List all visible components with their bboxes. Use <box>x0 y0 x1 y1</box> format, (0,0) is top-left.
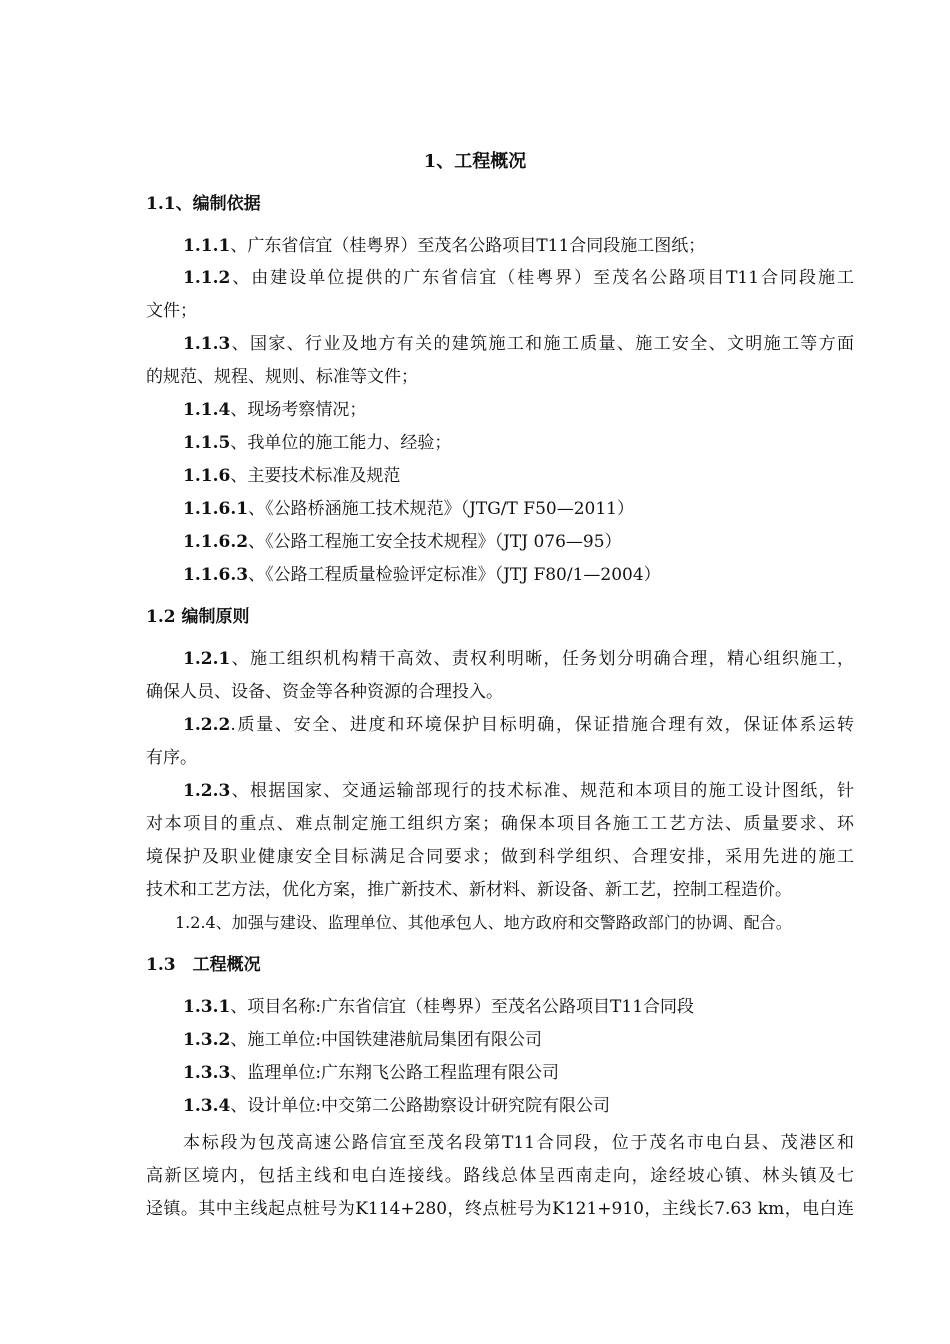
item-text: 、《公路工程施工安全技术规程》（JTJ 076—95） <box>248 532 622 552</box>
item-1-1-6-2 <box>183 532 622 552</box>
item-1-1-6 <box>183 466 400 486</box>
para-1-2-1-line2: 确保人员、设备、资金等各种资源的合理投入。 <box>146 682 503 702</box>
item-number: 1.1.4 <box>183 400 231 420</box>
item-text: 、施工组织机构精干高效、责权利明晰，任务划分明确合理，精心组织施工， <box>230 649 854 669</box>
para-overview-line2: 高新区境内，包括主线和电白连接线。路线总体呈西南走向，途经坡心镇、林头镇及七 <box>146 1166 854 1186</box>
para-overview-line1: 本标段为包茂高速公路信宜至茂名段第T11合同段，位于茂名市电白县、茂港区和 <box>183 1133 854 1153</box>
item-text: 、项目名称:广东省信宜（桂粤界）至茂名公路项目T11合同段 <box>230 997 695 1017</box>
item-number: 1.3.1 <box>183 997 231 1017</box>
item-text: 、由建设单位提供的广东省信宜（桂粤界）至茂名公路项目T11合同段施工 <box>230 268 854 288</box>
para-1-2-3-line3: 境保护及职业健康安全目标满足合同要求；做到科学组织、合理安排，采用先进的施工 <box>146 847 854 867</box>
item-1-1-3-cont: 的规范、规程、规则、标准等文件； <box>146 367 418 387</box>
item-1-1-4 <box>183 400 366 420</box>
item-1-1-1 <box>183 236 705 256</box>
item-text: 、广东省信宜（桂粤界）至茂名公路项目T11合同段施工图纸； <box>230 236 706 256</box>
item-number: 1.1.6.3 <box>183 565 249 585</box>
para-1-2-1-line1 <box>183 649 854 669</box>
section-heading-1-1: 1.1、编制依据 <box>146 194 261 214</box>
item-number: 1.1.6.2 <box>183 532 249 552</box>
item-text: 、《公路工程质量检验评定标准》（JTJ F80/1—2004） <box>248 565 661 585</box>
item-text: .质量、安全、进度和环境保护目标明确，保证措施合理有效，保证体系运转 <box>230 715 854 735</box>
item-number: 1.1.5 <box>183 433 231 453</box>
section-heading-1-2: 1.2 编制原则 <box>146 607 250 627</box>
item-number: 1.1.2 <box>183 268 231 288</box>
item-1-3-3 <box>183 1063 559 1083</box>
para-1-2-3-line2: 对本项目的重点、难点制定施工组织方案；确保本项目各施工工艺方法、质量要求、环 <box>146 814 854 834</box>
para-overview-line3: 迳镇。其中主线起点桩号为K114+280，终点桩号为K121+910，主线长7.63 km，电白连 <box>146 1199 854 1219</box>
item-1-1-6-1 <box>183 499 634 519</box>
para-1-2-3-line1 <box>183 781 854 801</box>
item-text: 、施工单位:中国铁建港航局集团有限公司 <box>230 1030 543 1050</box>
item-text: 、《公路桥涵施工技术规范》（JTG/T F50—2011） <box>248 499 634 519</box>
item-text: 、根据国家、交通运输部现行的技术标准、规范和本项目的施工设计图纸，针 <box>230 781 854 801</box>
item-number: 1.1.6.1 <box>183 499 249 519</box>
item-1-3-2 <box>183 1030 542 1050</box>
item-number: 1.1.6 <box>183 466 231 486</box>
item-text: 、主要技术标准及规范 <box>230 466 401 486</box>
item-1-3-4 <box>183 1096 610 1116</box>
document-title: 1、工程概况 <box>423 151 527 172</box>
item-1-1-2-cont: 文件； <box>146 301 197 321</box>
item-number: 1.1.3 <box>183 334 231 354</box>
item-1-1-2 <box>183 268 854 288</box>
item-text: 、现场考察情况； <box>230 400 367 420</box>
item-1-1-3 <box>183 334 854 354</box>
item-text: 、我单位的施工能力、经验； <box>230 433 452 453</box>
para-1-2-4: 1.2.4、加强与建设、监理单位、其他承包人、地方政府和交警路政部门的协调、配合。 <box>175 913 792 932</box>
item-number: 1.1.1 <box>183 236 231 256</box>
item-text: 、设计单位:中交第二公路勘察设计研究院有限公司 <box>230 1096 611 1116</box>
para-1-2-3-line4: 技术和工艺方法，优化方案，推广新技术、新材料、新设备、新工艺，控制工程造价。 <box>146 880 792 900</box>
item-1-1-6-3 <box>183 565 661 585</box>
section-heading-1-3: 1.3 工程概况 <box>146 955 261 975</box>
item-number: 1.2.2 <box>183 715 231 735</box>
item-text: 、国家、行业及地方有关的建筑施工和施工质量、施工安全、文明施工等方面 <box>230 334 854 354</box>
item-1-3-1 <box>183 997 694 1017</box>
para-1-2-2-line1 <box>183 715 854 735</box>
item-number: 1.2.3 <box>183 781 231 801</box>
item-text: 、监理单位:广东翔飞公路工程监理有限公司 <box>230 1063 560 1083</box>
item-number: 1.2.1 <box>183 649 231 669</box>
item-number: 1.3.2 <box>183 1030 231 1050</box>
item-number: 1.3.4 <box>183 1096 231 1116</box>
item-number: 1.3.3 <box>183 1063 231 1083</box>
para-1-2-2-line2: 有序。 <box>146 748 197 768</box>
item-1-1-5 <box>183 433 451 453</box>
